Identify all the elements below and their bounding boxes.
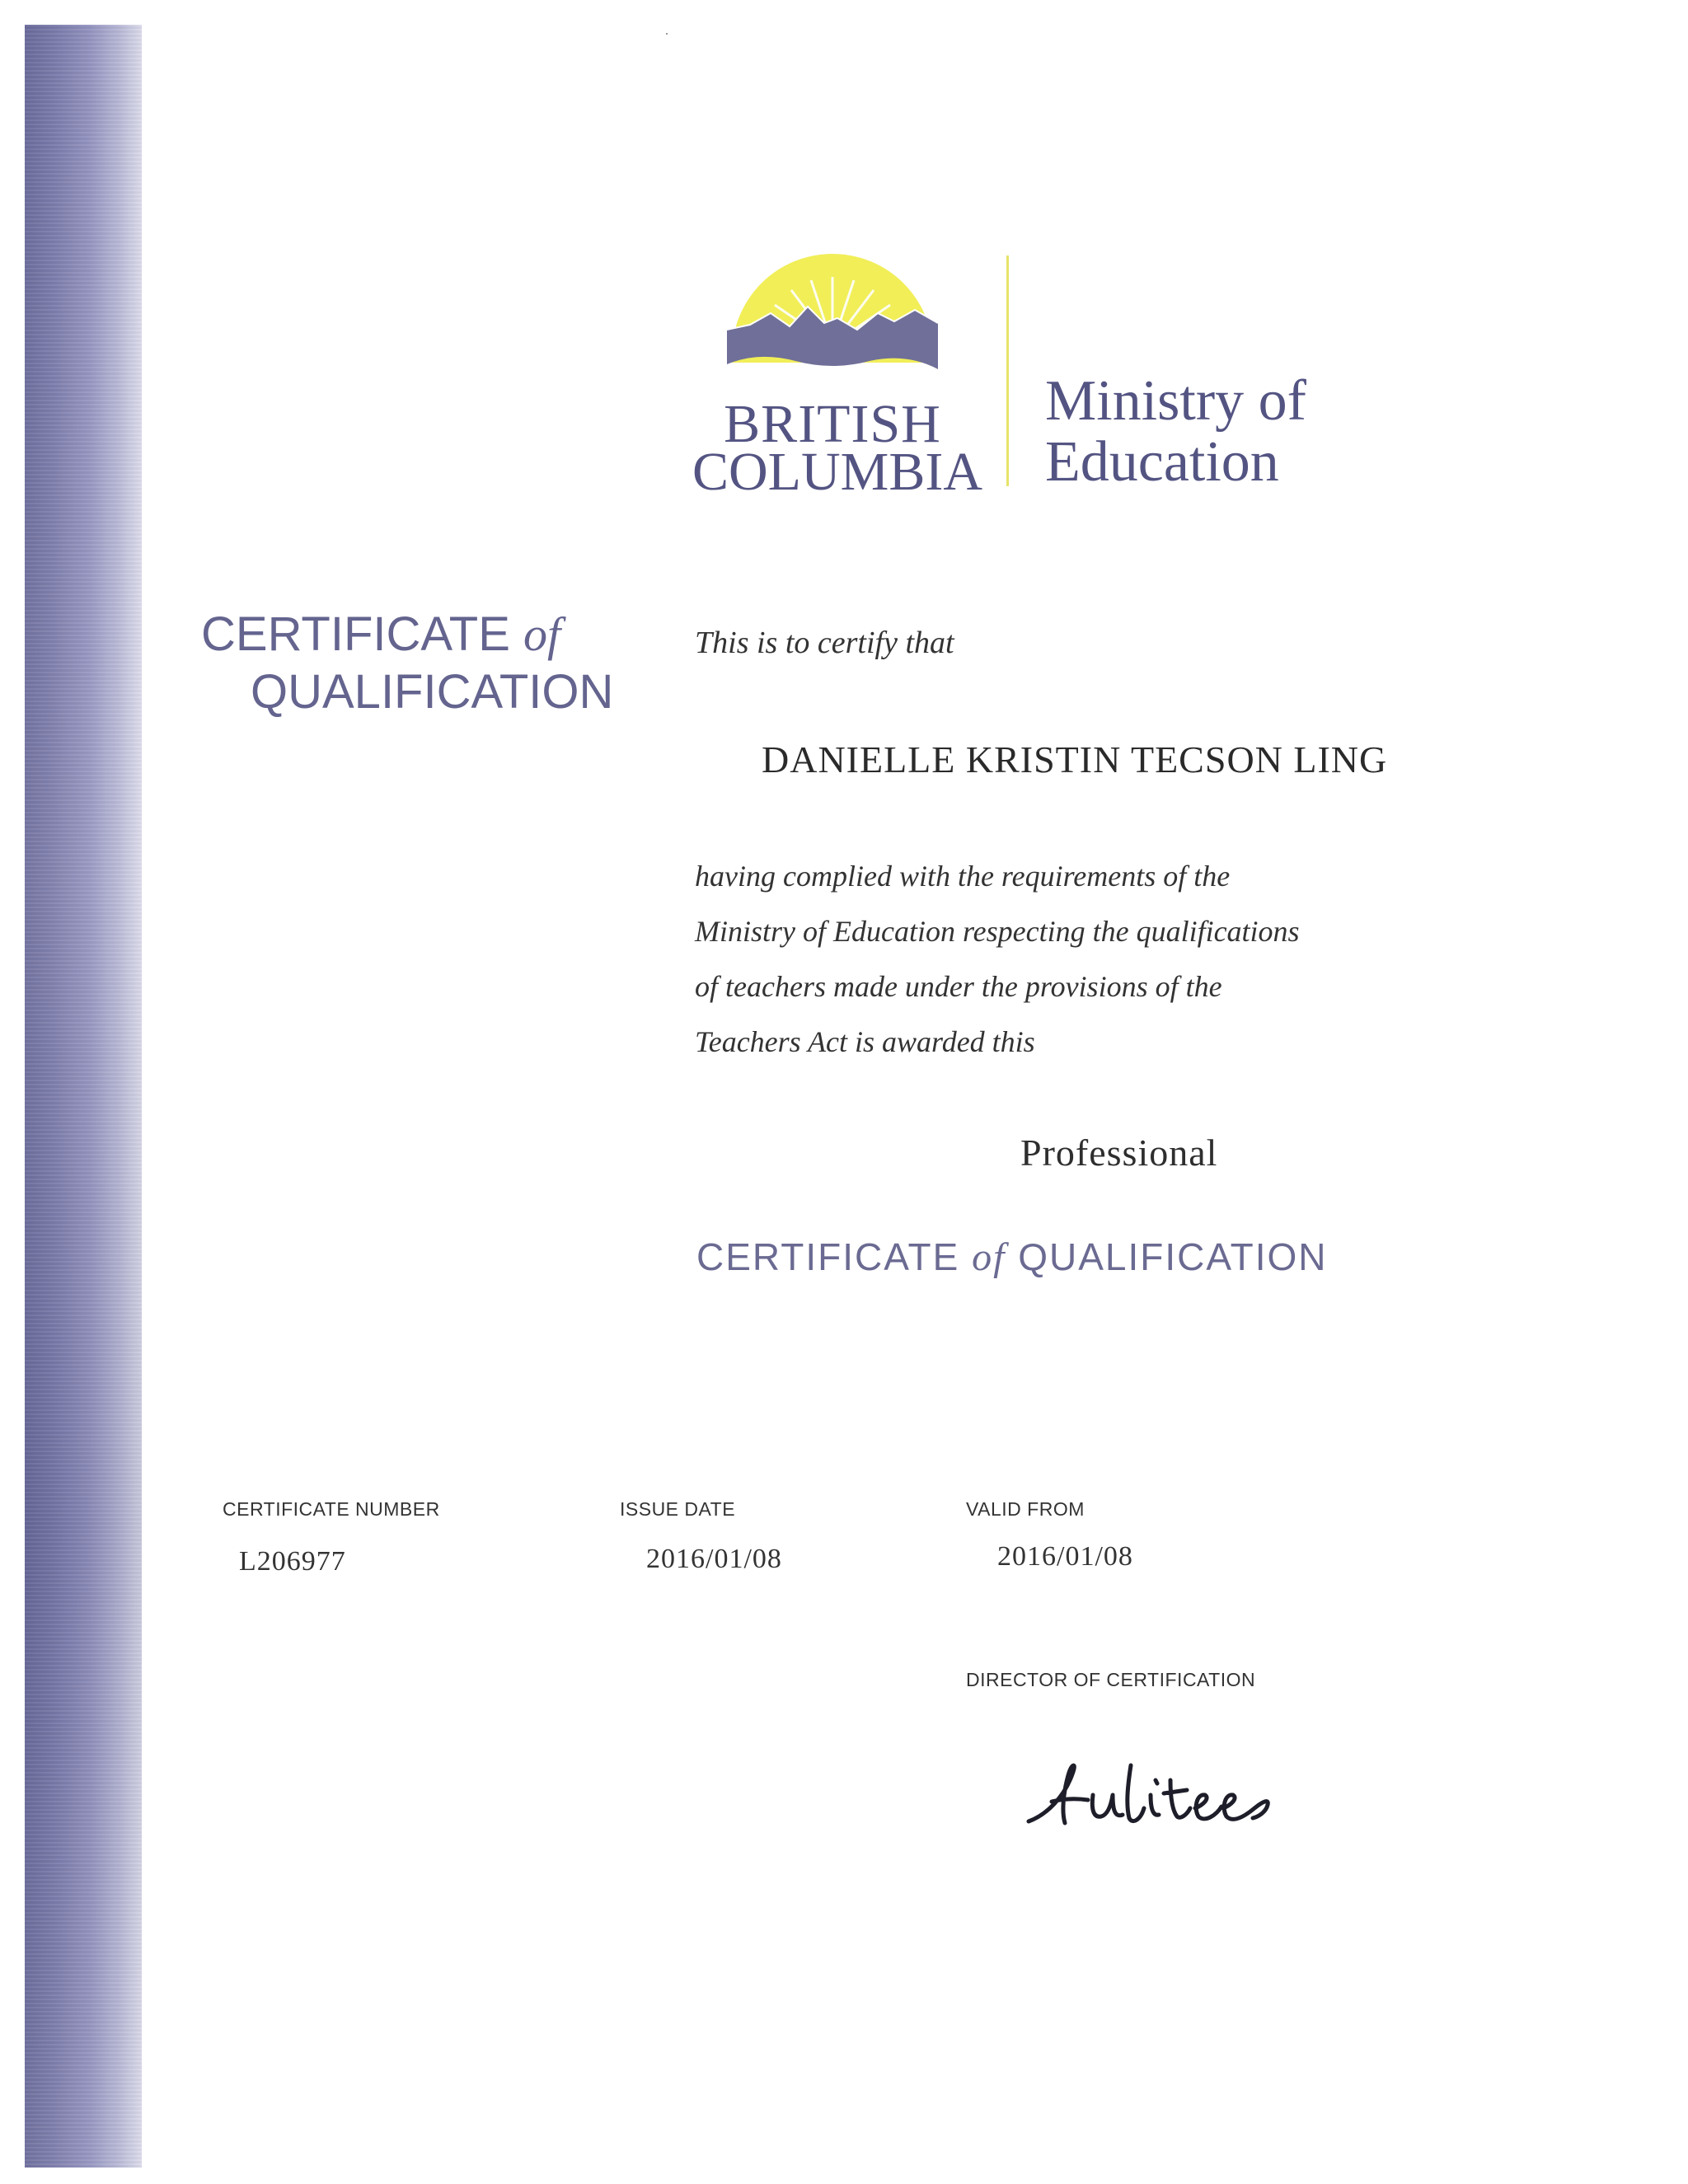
certify-line: This is to certify that	[695, 626, 954, 660]
issue-date-label: ISSUE DATE	[620, 1498, 736, 1520]
heading-word-certificate: CERTIFICATE	[201, 607, 510, 661]
cert-title-word-of: of	[972, 1235, 1006, 1279]
certificate-number-value: L206977	[239, 1546, 346, 1577]
certification-statement	[695, 849, 1437, 1070]
statement-line: of teachers made under the provisions of the	[695, 970, 1222, 1003]
certificate-level: Professional	[1020, 1132, 1218, 1174]
cert-title-word-qualification: QUALIFICATION	[1018, 1235, 1328, 1278]
bc-wordmark-columbia: COLUMBIA	[692, 442, 983, 502]
valid-from-label: VALID FROM	[966, 1498, 1085, 1520]
bc-sun-mountain-emblem-icon	[725, 247, 940, 383]
bc-ministry-logo	[692, 247, 1319, 503]
certificate-number-label: CERTIFICATE NUMBER	[223, 1498, 440, 1520]
heading-word-of: of	[523, 607, 561, 661]
statement-line: Ministry of Education respecting the qualifications	[695, 915, 1300, 948]
statement-line: Teachers Act is awarded this	[695, 1025, 1035, 1058]
heading-word-qualification: QUALIFICATION	[251, 665, 614, 719]
valid-from-value: 2016/01/08	[997, 1541, 1133, 1572]
ministry-line-1: Ministry of	[1045, 369, 1306, 433]
heading-line-1	[201, 606, 560, 663]
issue-date-value: 2016/01/08	[646, 1544, 782, 1574]
ministry-line-2: Education	[1045, 430, 1279, 494]
ministry-name	[1045, 371, 1306, 493]
director-of-certification-label: DIRECTOR OF CERTIFICATION	[966, 1669, 1256, 1690]
left-decorative-stripe	[25, 25, 142, 2168]
certificate-type-title	[696, 1235, 1328, 1280]
scan-speck	[666, 33, 668, 35]
handwritten-signature-icon	[1022, 1747, 1335, 1838]
logo-divider	[1006, 255, 1009, 486]
recipient-name: DANIELLE KRISTIN TECSON LING	[762, 738, 1388, 780]
cert-title-word-certificate: CERTIFICATE	[696, 1235, 960, 1278]
bc-wordmark-british: BRITISH	[724, 394, 941, 454]
statement-line: having complied with the requirements of the	[695, 860, 1231, 893]
